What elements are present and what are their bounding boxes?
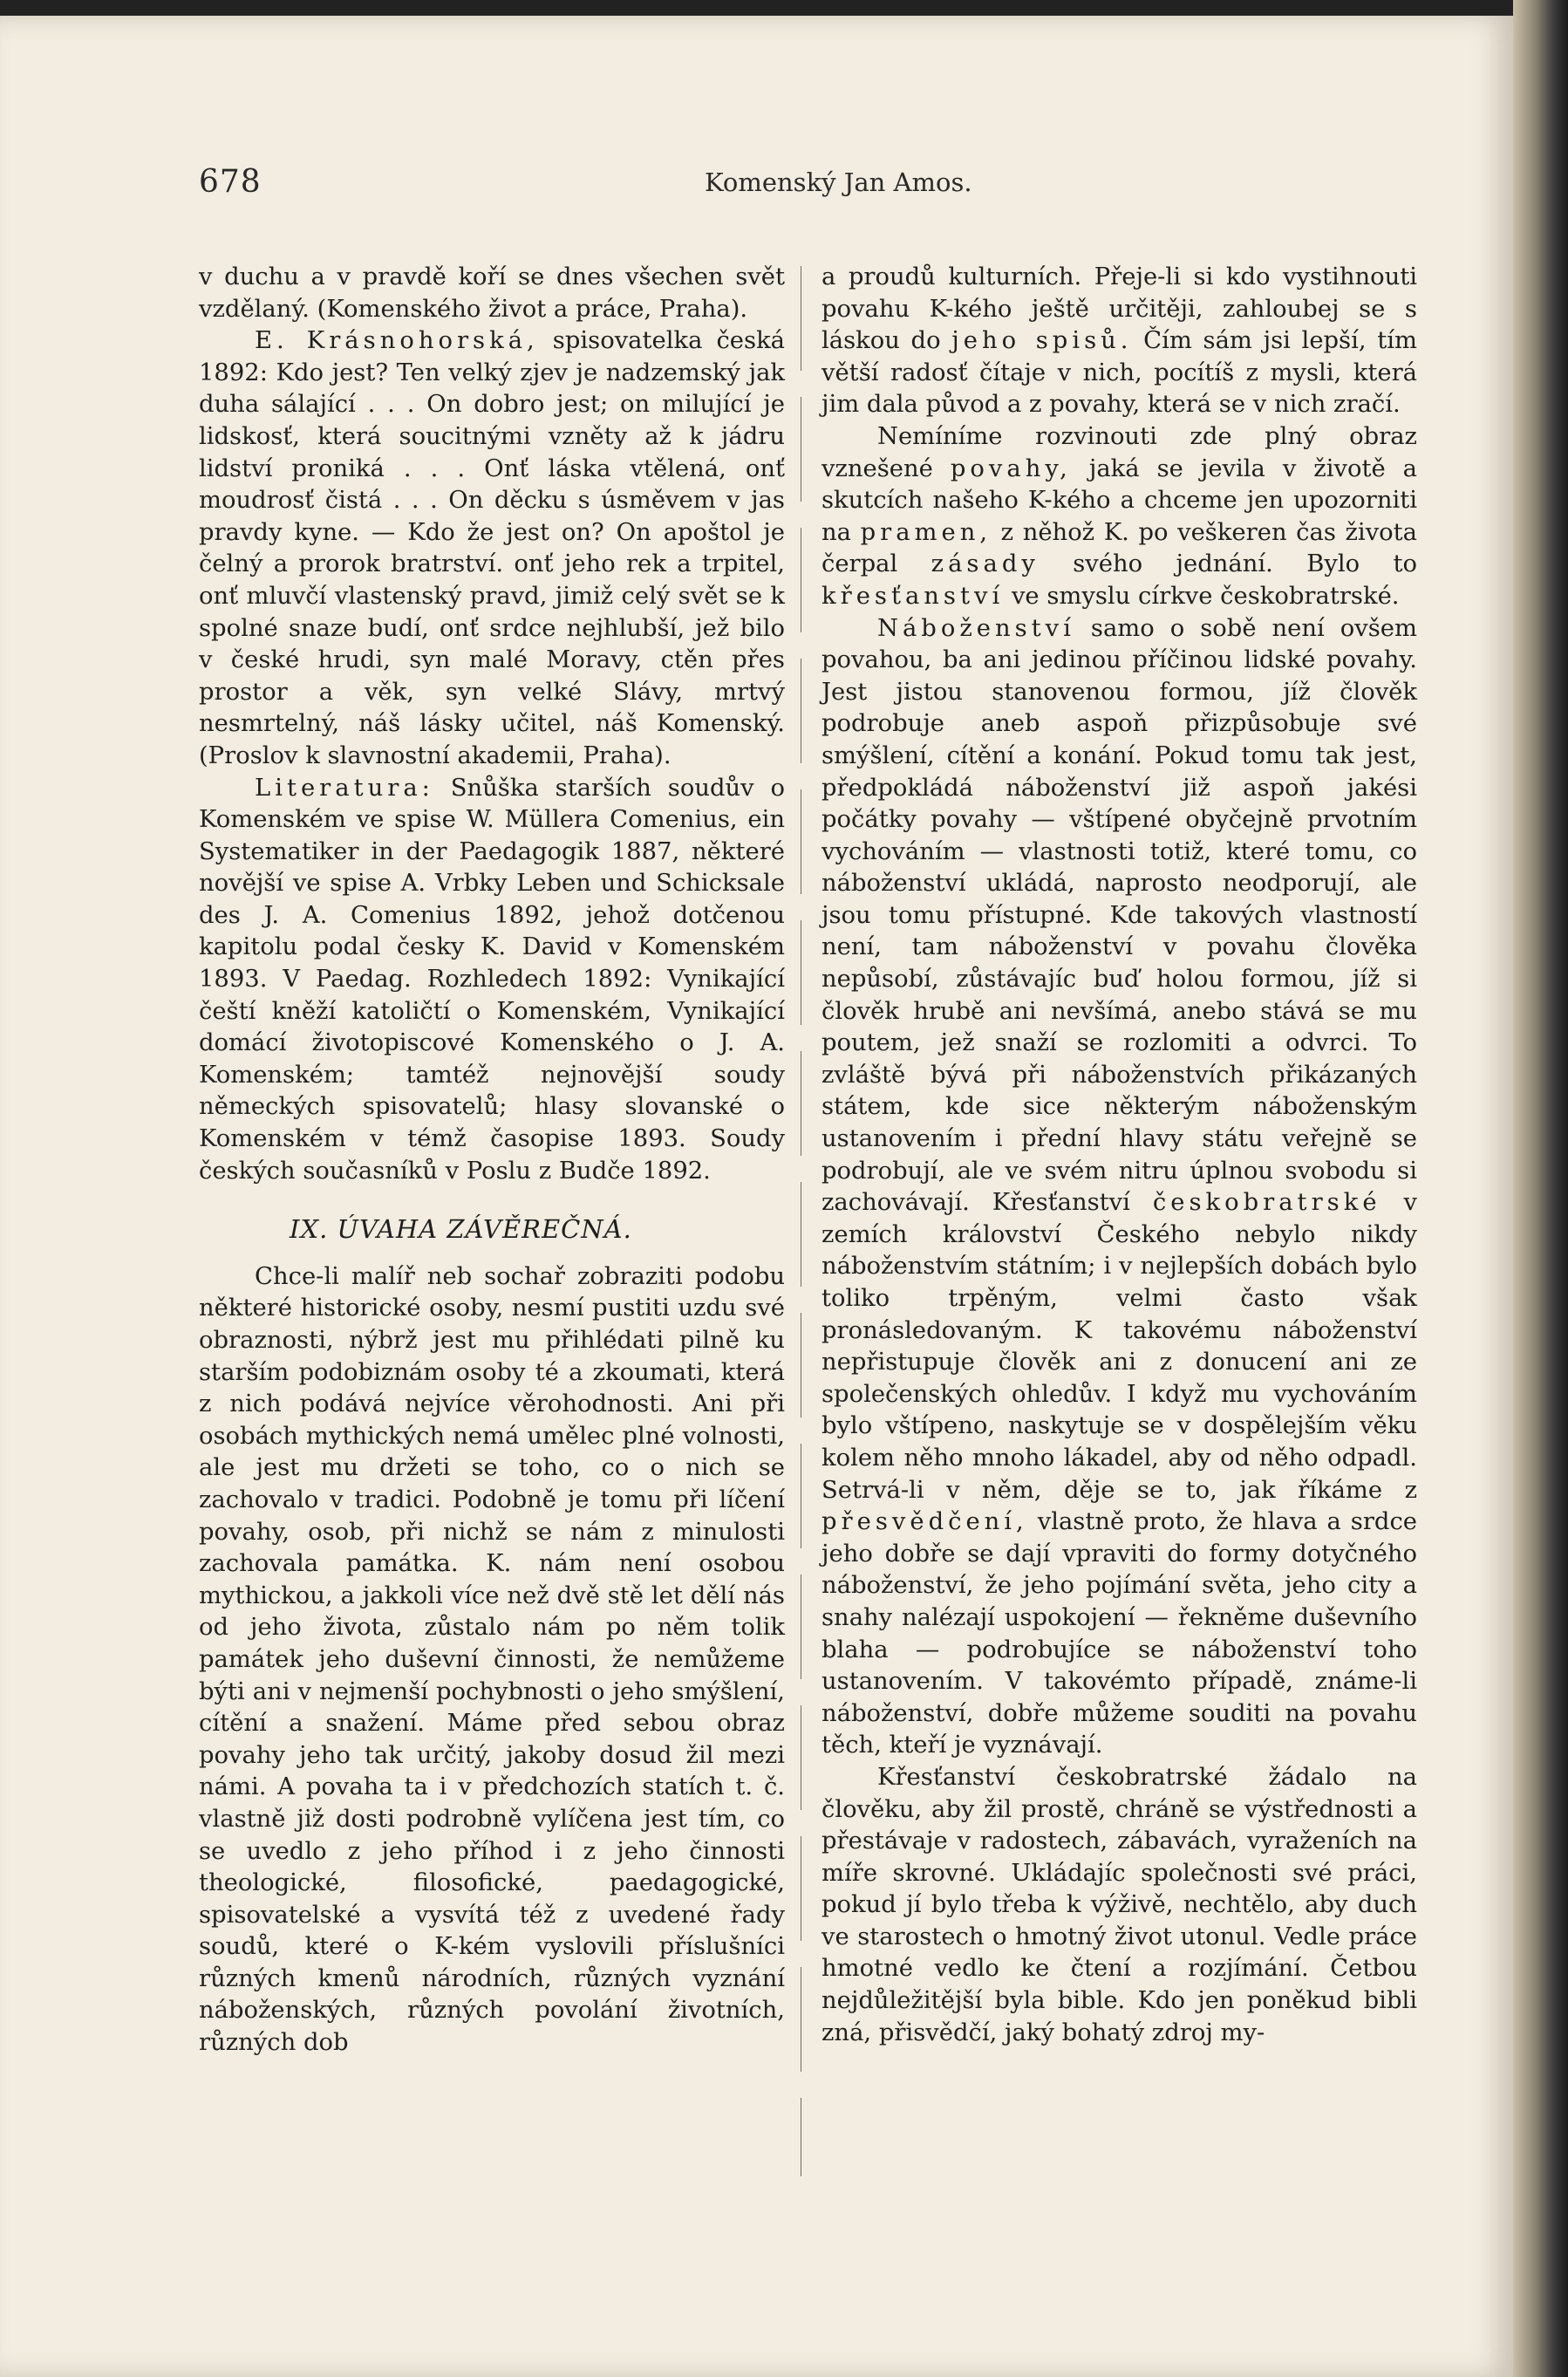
paragraph	[821, 613, 1417, 1762]
paragraph-text: a proudů kulturních. Přeje-li si kdo vystihnouti povahu K-kého ještě určitěji, zahloubej se s láskou do	[821, 263, 1417, 355]
paragraph	[199, 325, 785, 772]
spaced-term: českobratrské	[1152, 1189, 1381, 1217]
paragraph-text: ve smyslu církve českobratrské.	[1004, 582, 1400, 610]
paragraph: v duchu a v pravdě koří se dnes všechen svět vzdělaný. (Komenského život a práce, Praha).	[199, 263, 785, 323]
right-column	[821, 262, 1417, 2049]
running-head	[199, 164, 1424, 208]
spaced-term: křesťanství	[821, 582, 1005, 610]
spaced-term: Literatura:	[255, 774, 434, 802]
paragraph-text: Čím sám jsi lepší, tím větší radosť čítaje v nich, pocítíš z mysli, která jim dala původ a z povahy, která se v nich zračí.	[821, 327, 1417, 419]
spaced-term: zásady	[931, 550, 1040, 578]
paragraph-text: Nemíníme rozvinouti zde plný obraz vznešené	[821, 422, 1417, 482]
spaced-term: povahy,	[950, 454, 1072, 482]
running-title: Komenský Jan Amos.	[705, 167, 972, 197]
paragraph: Chce-li malíř neb sochař zobraziti podobu některé historické osoby, nesmí pustiti uzdu své obraznosti, nýbrž jest mu přihlédati pilně ku starším podobiznám osoby té a zkoumati, která z nich podává nejvíce věrohodnosti. Ani při osobách mythických nemá umělec plné volnosti, ale jest mu držeti se toho, co o nich se zachovalo v tradici. Podobně je tomu při líčení povahy, osob, při nichž se nám z minulosti zachovala památka. K. nám není osobou mythickou, a jakkoli více než dvě stě let dělí nás od jeho života, zůstalo nám po něm tolik památek jeho duševní činnosti, že nemůžeme býti ani v nejmenší pochybnosti o jeho smýšlení, cítění a snažení. Máme před sebou obraz povahy jeho tak určitý, jakoby dosud žil mezi námi. A povaha ta i v předchozích statích t. č. vlastně již dosti podrobně vylíčena jest tím, co se uvedlo z jeho příhod i z jeho činnosti theologické, filosofické, paedagogické, spisovatelské a vysvítá též z uvedené řady soudů, které o K-kém vyslovili příslušníci různých kmenů národních, různých vyznání náboženských, různých povolání životních, různých dob	[199, 1262, 785, 2057]
spaced-term: jeho spisů.	[951, 327, 1133, 355]
paragraph	[821, 262, 1417, 421]
left-column	[199, 262, 785, 2059]
paragraph-text: jaká se jevila v životě a skutcích našeho K-kého a chceme jen upozorniti na	[821, 454, 1417, 546]
book-spine-shadow	[1513, 0, 1568, 2377]
spaced-term: Náboženství	[877, 614, 1075, 642]
spaced-name: E. Krásnohorská,	[255, 327, 539, 355]
paragraph-text: vlastně proto, že hlava a srdce jeho dobře se dají vpraviti do formy dotyčného náboženství, že jeho pojímání světa, jeho city a snahy nalézají uspokojení — řekněme duševního blaha — podrobujíce se náboženství toho ustanovením. V takovémto případě, známe-li náboženství, dobře můžeme souditi na povahu těch, kteří je vyznávají.	[821, 1508, 1417, 1759]
scan-top-edge	[0, 0, 1568, 16]
literature-paragraph	[199, 773, 785, 1188]
page-number: 678	[199, 164, 262, 200]
paragraph: Křesťanství českobratrské žádalo na člověku, aby žil prostě, chráně se výstřednosti a přestávaje v radostech, zábavách, vyraženích na míře skrovné. Ukládajíc společnosti své práci, pokud jí bylo třeba k výživě, nechtělo, aby duch ve starostech o hmotný život utonul. Vedle práce hmotné vedlo ke čtení a rozjímání. Četbou nejdůležitější byla bible. Kdo jen poněkud bibli zná, přisvědčí, jaký bohatý zdroj my-	[821, 1763, 1417, 2046]
paragraph-text: v zemích království Českého nebylo nikdy náboženstvím státním; i v nejlepších dobách bylo toliko trpěným, velmi často však pronásledovaným. K takovému náboženství nepřistupuje člověk ani z donucení ani ze společenských ohledův. I když mu vychováním bylo vštípeno, naskytuje se v dospělejším věku kolem něho mnoho lákadel, aby od něho odpadl. Setrvá-li v něm, děje se to, jak říkáme z	[821, 1189, 1418, 1504]
paragraph-text: samo o sobě není ovšem povahou, ba ani jedinou příčinou lidské povahy. Jest jistou stanovenou formou, jíž člověk podrobuje aneb aspoň přizpůsobuje své smýšlení, cítění a konání. Pokud tomu tak jest, předpokládá náboženství již aspoň jakési počátky povahy — vštípené obyčejně prvotním vychováním — vlastnosti totiž, které tomu, co náboženství ukládá, naprosto neodporují, ale jsou tomu přístupné. Kde takových vlastností není, tam náboženství v povahu člověka nepůsobí, zůstávajíc buď holou formou, jíž si člověk hrubě ani nevšímá, anebo stává se mu poutem, jež snaží se rozlomiti a odvrci. To zvláště bývá při náboženstvích přikázaných státem, kde sice některým náboženským ustanovením i přední hlavy státu veřejně se podrobují, ale ve svém nitru úplnou svobodu si zachovávají. Křesťanství	[821, 614, 1417, 1217]
paragraph-text: svého jednání. Bylo to	[1039, 550, 1417, 578]
paragraph-text: Snůška starších soudův o Komenském ve spise W. Müllera Comenius, ein Systematiker in der Paedagogik 1887, některé novější ve spise A. Vrbky Leben und Schicksale des J. A. Comenius 1892, jehož dotčenou kapitolu podal česky K. David v Komenském 1893. V Paedag. Rozhledech 1892: Vynikající čeští kněží katoličtí o Komenském, Vynikající domácí životopiscové Komenského o J. A. Komenském; tamtéž nejnovější soudy německých spisovatelů; hlasy slovanské o Komenském v témž časopise 1893. Soudy českých současníků v Poslu z Budče 1892.	[199, 774, 785, 1185]
paragraph-text: spisovatelka česká 1892: Kdo jest? Ten velký zjev je nadzemský jak duha sálající . . . On dobro jest; on milující je lidskosť, která soucitnými vzněty až k jádru lidství proniká . . . Onť láska vtělená, onť moudrosť čistá . . . On děcku s úsměvem v jas pravdy kyne. — Kdo že jest on? On apoštol je čelný a prorok bratrství. onť jeho rek a trpitel, onť mluvčí vlastenský pravd, jimiž celý svět se k spolné snaze budí, onť srdce nejhlubší, jež bilo v české hrudi, syn malé Moravy, ctěn přes prostor a věk, syn velké Slávy, mrtvý nesmrtelný, náš lásky učitel, náš Komenský. (Proslov k slavnostní akademii, Praha).	[199, 327, 785, 769]
paragraph	[821, 421, 1417, 613]
section-heading: IX. ÚVAHA ZÁVĚREČNÁ.	[290, 1214, 632, 1245]
paragraph-text: z něhož K. po veškeren čas života čerpal	[821, 518, 1417, 578]
spaced-term: pramen,	[860, 518, 992, 546]
spaced-term: přesvědčení,	[821, 1508, 1028, 1536]
